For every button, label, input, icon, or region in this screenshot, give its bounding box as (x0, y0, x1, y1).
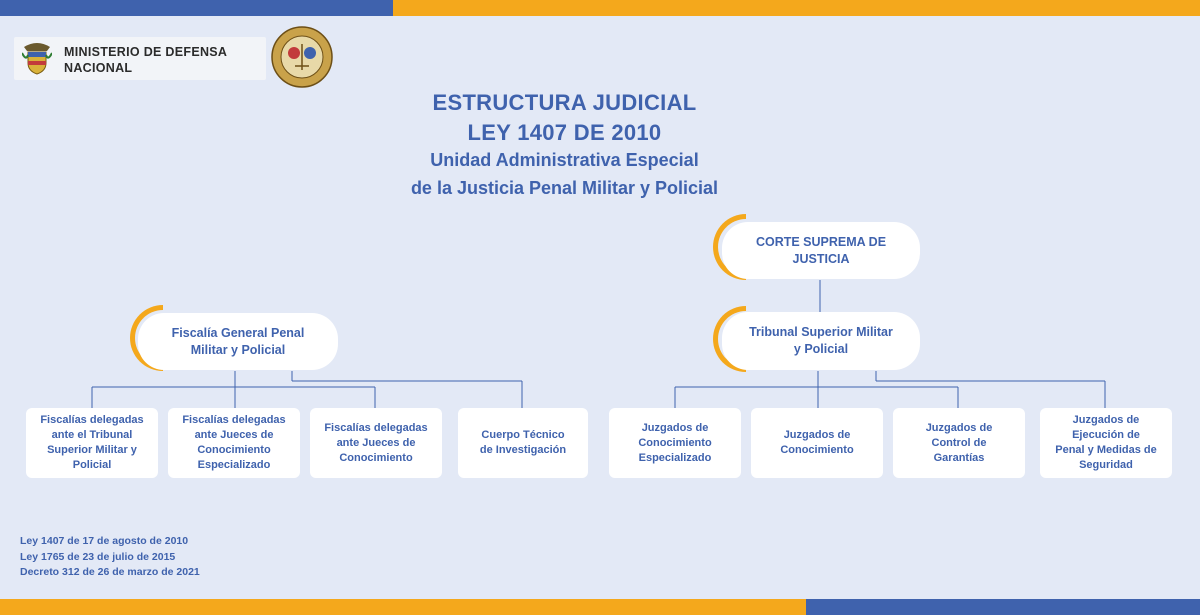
node-juzgados-conocimiento: Juzgados de Conocimiento (751, 408, 883, 478)
reference-item: Ley 1407 de 17 de agosto de 2010 (20, 535, 189, 547)
legal-references (20, 534, 200, 581)
node-tribunal-superior: Tribunal Superior Militar y Policial (722, 312, 920, 370)
title-line-1: ESTRUCTURA JUDICIAL (432, 90, 697, 115)
node-cuerpo-tecnico: Cuerpo Técnico de Investigación (458, 408, 588, 478)
node-fiscalias-conocimiento: Fiscalías delegadas ante Jueces de Conocimiento (310, 408, 442, 478)
ministry-label: MINISTERIO DE DEFENSA NACIONAL (64, 45, 228, 75)
node-fiscalia-general: Fiscalía General Penal Militar y Policial (138, 313, 338, 370)
node-corte-suprema: CORTE SUPREMA DE JUSTICIA (722, 222, 920, 279)
node-fiscalias-tribunal: Fiscalías delegadas ante el Tribunal Superior Militar y Policial (26, 408, 158, 478)
subtitle-line-2: de la Justicia Penal Militar y Policial (410, 178, 719, 198)
title-line-2: LEY 1407 DE 2010 (467, 120, 662, 145)
node-juzgados-ejecucion: Juzgados de Ejecución de Penal y Medidas de Seguridad (1040, 408, 1172, 478)
node-fiscalias-conocimiento-especializado: Fiscalías delegadas ante Jueces de Conocimiento Especializado (168, 408, 300, 478)
node-juzgados-control-garantias: Juzgados de Control de Garantías (893, 408, 1025, 478)
reference-item: Decreto 312 de 26 de marzo de 2021 (20, 566, 200, 578)
node-juzgados-conocimiento-especializado: Juzgados de Conocimiento Especializado (609, 408, 741, 478)
reference-item: Ley 1765 de 23 de julio de 2015 (20, 550, 176, 563)
subtitle-line-1: Unidad Administrativa Especial (430, 150, 699, 170)
